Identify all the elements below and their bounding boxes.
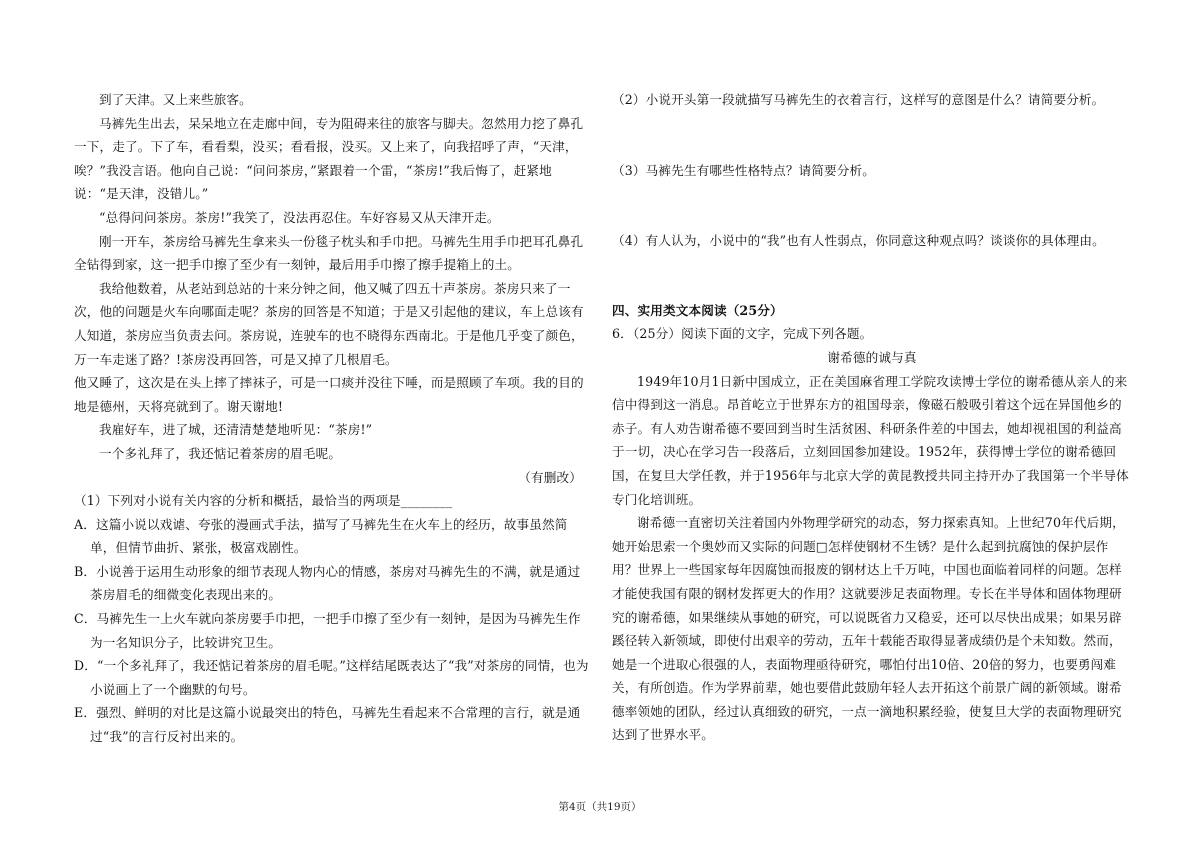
story-paragraph: 到了天津。又上来些旅客。 [99, 92, 252, 107]
option-E: E．强烈、鲜明的对比是这篇小说最突出的特色，马裤先生看起来不合常理的言行，就是通过“我”的言行反衬出来的。 [74, 705, 581, 745]
article-title: 谢希德的诚与真 [827, 349, 917, 365]
question-2: （2）小说开头第一段就描写马裤先生的衣着言行，这样写的意图是什么？请简要分析。 [612, 92, 1105, 107]
question-3: （3）马裤先生有哪些性格特点？请简要分析。 [612, 162, 876, 178]
question-6-stem: 6．（25分）阅读下面的文字，完成下列各题。 [612, 326, 873, 342]
question-4: （4）有人认为，小说中的“我”也有人性弱点，你同意这种观点吗？谈谈你的具体理由。 [612, 233, 1105, 249]
story-paragraph: 我雇好车，进了城，还清清楚楚地听见：“茶房!” [99, 422, 373, 438]
question-1-stem: （1）下列对小说有关内容的分析和概括，最恰当的两项是________ [74, 493, 453, 509]
option-D: D．“一个多礼拜了，我还惦记着茶房的眉毛呢。”这样结尾既表达了“我”对茶房的同情，也为小说画上了一个幽默的句号。 [74, 658, 589, 697]
story-paragraph: “总得问问茶房。茶房!”我笑了，没法再忍住。车好容易又从天津开走。 [99, 209, 500, 225]
question-1-options [74, 513, 590, 749]
story-paragraph: （有删改） [518, 469, 582, 485]
page-footer: 第4页（共19页） [558, 801, 642, 813]
article-paragraph: 谢希德一直密切关注着国内外物理学研究的动态，努力探索真知。上世纪70年代后期，她开始思索一个奥妙而又实际的问题□怎样使钢材不生锈？是什么起到抗腐蚀的保护层作用？世界上一些国家每年因腐蚀而报废的钢材达上千万吨，中国也面临着同样的问题。怎样才能使我国有限的钢材发挥更大的作用？这就要涉足表面物理。专长在半导体和固体物理研究的谢希德，如果继续从事她的研究，可以说既省力又稳妥，还可以尽快出成果；如果另辟蹊径转入新领域，即使付出艰辛的劳动，五年十载能否取得显著成绩仍是个未知数。然而，她是一个进取心很强的人，表面物理亟待研究，哪怕付出10倍、20倍的努力，也要勇闯难关，有所创造。作为学界前辈，她也要借此鼓励年轻人去开拓这个前景广阔的新领域。谢希德率领她的团队，经过认真细致的研究，一点一滴地积累经验，使复旦大学的表面物理研究达到了世界水平。 [612, 515, 1125, 743]
story-excerpt [74, 88, 590, 489]
story-paragraph: 一个多礼拜了，我还惦记着茶房的眉毛呢。 [99, 445, 342, 461]
section-heading: 四、实用类文本阅读（25分） [612, 302, 783, 318]
story-paragraph: 马裤先生出去，呆呆地立在走廊中间，专为阻碍来往的旅客与脚夫。忽然用力挖了鼻孔一下，走了。下了车，看看梨，没买；看看报，没买。又上来了，向我招呼了声，“天津，唉？”我没言语。他向自己说：“问问茶房，”紧跟着一个雷，“茶房!”我后悔了，赶紧地说：“是天津，没错儿。” [74, 115, 584, 202]
right-column [612, 88, 1132, 747]
article-body [612, 370, 1132, 748]
option-C: C．马裤先生一上火车就向茶房要手巾把，一把手巾擦了至少有一刻钟，是因为马裤先生作为一名知识分子，比较讲究卫生。 [74, 611, 581, 650]
option-B: B．小说善于运用生动形象的细节表现人物内心的情感，茶房对马裤先生的不满，就是通过茶房眉毛的细微变化表现出来的。 [74, 563, 581, 603]
story-paragraph: 刚一开车，茶房给马裤先生拿来头一份毯子枕头和手巾把。马裤先生用手巾把耳孔鼻孔全钻得到家，这一把手巾擦了至少有一刻钟，最后用手巾擦了擦手提箱上的土。 [74, 233, 584, 273]
option-A: A．这篇小说以戏谑、夸张的漫画式手法，描写了马裤先生在火车上的经历，故事虽然简单，但情节曲折、紧张，极富戏剧性。 [74, 516, 568, 556]
left-column [74, 88, 590, 749]
story-paragraph: 我给他数着，从老站到总站的十来分钟之间，他又喊了四五十声茶房。茶房只来了一次，他的问题是火车向哪面走呢？茶房的回答是不知道；于是又引起他的建议，车上总该有人知道，茶房应当负责去问。茶房说，连驶车的也不晓得东西南北。于是他几乎变了颜色，万一车走迷了路？!茶房没再回答，可是又掉了几根眉毛。 [74, 280, 584, 367]
article-paragraph: 1949年10月1日新中国成立，正在美国麻省理工学院攻读博士学位的谢希德从亲人的来信中得到这一消息。昂首屹立于世界东方的祖国母亲，像磁石般吸引着这个远在异国他乡的赤子。有人劝告谢希德不要回到当时生活贫困、科研条件差的中国去，她却视祖国的利益高于一切，决心在学习告一段落后，立刻回国参加建设。1952年，获得博士学位的谢希德回国，在复旦大学任教，并于1956年与北京大学的黄昆教授共同主持开办了我国第一个半导体专门化培训班。 [612, 373, 1129, 507]
story-paragraph: 他又睡了，这次是在头上摔了摔袜子，可是一口痰并没往下唾，而是照顾了车项。我的目的地是德州，天将亮就到了。谢天谢地! [74, 375, 584, 414]
